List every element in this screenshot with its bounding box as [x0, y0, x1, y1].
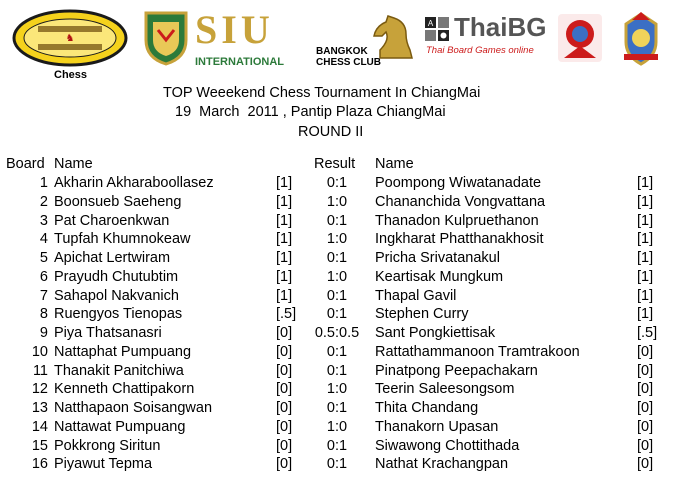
black-player-name: Stephen Curry: [375, 306, 469, 323]
white-player-name: Prayudh Chutubtim: [54, 268, 179, 285]
white-player-score: [0]: [276, 381, 293, 398]
board-number: 3: [39, 212, 48, 229]
chess-label: Chess: [54, 69, 88, 81]
white-player-name: Sahapol Nakvanich: [54, 287, 179, 304]
black-player-score: [0]: [637, 456, 654, 473]
black-player-name: Pinatpong Peepachakarn: [375, 362, 538, 379]
board-number: 13: [31, 400, 48, 416]
white-player-score: [0]: [276, 418, 293, 435]
board-number: 11: [32, 362, 48, 379]
game-result: 0:1: [326, 287, 348, 304]
board-number: 7: [39, 287, 48, 304]
white-player-name: Nattawat Pumpuang: [54, 418, 186, 435]
name-left-header: Name: [54, 156, 93, 172]
black-player-score: [1]: [637, 268, 654, 285]
white-player-score: [0]: [276, 456, 293, 473]
black-player-name: Ingkharat Phatthanakhosit: [375, 231, 544, 248]
board-number: 10: [31, 343, 48, 360]
game-result: 1:0: [326, 268, 348, 285]
white-player-name: Boonsueb Saeheng: [54, 193, 182, 210]
bangkok-text: BANGKOK: [316, 46, 368, 57]
white-player-score: [1]: [276, 193, 293, 210]
tournament-date: 19 March 2011 , Pantip Plaza ChiangMai: [175, 104, 446, 120]
tournament-title: TOP Weeekend Chess Tournament In ChiangMai: [163, 85, 481, 101]
white-player-score: [.5]: [276, 306, 297, 323]
white-player-name: Piya Thatsanasri: [54, 325, 162, 341]
white-player-name: Pat Charoenkwan: [54, 212, 170, 229]
white-player-name: Nattaphat Pumpuang: [54, 343, 192, 360]
board-number: 1: [39, 175, 48, 191]
seal-emblem-logo: [618, 12, 664, 66]
black-player-score: [0]: [637, 362, 654, 379]
game-result: 1:0: [326, 231, 348, 248]
black-player-score: [1]: [637, 193, 654, 210]
game-result: 1:0: [326, 193, 348, 210]
board-games-icon: [424, 16, 450, 42]
game-result: 0:1: [326, 362, 348, 379]
game-result: 1:0: [326, 381, 348, 398]
siu-wordmark: [195, 7, 305, 70]
white-player-score: [1]: [276, 250, 293, 266]
knight-icon: [362, 14, 422, 60]
black-player-score: [1]: [637, 231, 654, 248]
siu-text: SIU: [195, 7, 274, 52]
white-player-score: [0]: [276, 400, 293, 416]
siu-international: INTERNATIONAL: [195, 56, 285, 68]
black-player-score: [1]: [637, 287, 654, 304]
game-result: 0:1: [326, 400, 348, 416]
result-header: Result: [314, 156, 356, 172]
black-player-name: Thanadon Kulpruethanon: [375, 212, 539, 229]
board-header: Board: [6, 156, 45, 172]
game-result: 0:1: [326, 175, 348, 191]
white-player-name: Thanakit Panitchiwa: [54, 362, 184, 379]
black-player-score: [0]: [637, 381, 654, 398]
white-player-name: Pokkrong Siritun: [54, 437, 161, 454]
round-title: ROUND II: [298, 124, 364, 140]
black-player-name: Teerin Saleesongsom: [375, 381, 515, 398]
white-player-score: [1]: [276, 287, 293, 304]
white-player-score: [0]: [276, 325, 293, 341]
board-number: 5: [39, 250, 48, 266]
siu-shield-logo: [143, 10, 189, 66]
black-player-score: [1]: [637, 250, 654, 266]
black-player-name: Chananchida Vongvattana: [375, 193, 546, 210]
white-player-name: Natthapaon Soisangwan: [54, 400, 213, 416]
board-number: 8: [39, 306, 48, 323]
black-player-name: Thapal Gavil: [375, 287, 457, 304]
chess-association-emblem-icon: [10, 8, 130, 68]
black-player-score: [1]: [637, 306, 654, 323]
logo-strip: [0, 0, 700, 82]
name-right-header: Name: [375, 156, 414, 172]
game-result: 0:1: [326, 306, 348, 323]
seal-icon: [618, 12, 664, 66]
black-player-score: [0]: [637, 343, 654, 360]
black-player-name: Thanakorn Upasan: [375, 418, 499, 435]
black-player-score: [0]: [637, 400, 654, 416]
board-number: 14: [31, 418, 48, 435]
black-player-name: Keartisak Mungkum: [375, 268, 504, 285]
black-player-name: Rattathammanoon Tramtrakoon: [375, 343, 580, 360]
black-player-name: Poompong Wiwatanadate: [375, 175, 542, 191]
game-result: 0.5:0.5: [314, 325, 360, 341]
board-number: 9: [39, 325, 48, 341]
emblem-icon: [556, 12, 604, 64]
white-player-name: Ruengyos Tienopas: [54, 306, 183, 323]
game-result: 1:0: [326, 418, 348, 435]
white-player-score: [0]: [276, 343, 293, 360]
red-emblem-logo: [556, 12, 604, 64]
black-player-name: Pricha Srivatanakul: [375, 250, 500, 266]
board-number: 6: [39, 268, 48, 285]
board-number: 15: [31, 437, 48, 454]
black-player-score: [1]: [637, 175, 654, 191]
game-result: 0:1: [326, 437, 348, 454]
white-player-score: [0]: [276, 437, 293, 454]
game-result: 0:1: [326, 250, 348, 266]
board-number: 2: [39, 193, 48, 210]
bangkok-chess-club-logo: [314, 14, 424, 70]
svg-text:A: A: [427, 19, 434, 28]
black-player-name: Nathat Krachangpan: [375, 456, 509, 473]
black-player-name: Sant Pongkiettisak: [375, 325, 496, 341]
white-player-name: Akharin Akharaboollasez: [54, 175, 214, 191]
thaibg-name: ThaiBG: [454, 12, 547, 42]
black-player-score: [1]: [637, 212, 654, 229]
game-result: 0:1: [326, 456, 348, 473]
white-player-score: [1]: [276, 231, 293, 248]
white-player-score: [0]: [276, 362, 293, 379]
white-player-score: [1]: [276, 175, 293, 191]
thaibg-logo: [424, 12, 554, 62]
white-player-name: Kenneth Chattipakorn: [54, 381, 195, 398]
board-number: 12: [31, 381, 48, 398]
black-player-score: [.5]: [637, 325, 658, 341]
black-player-name: Thita Chandang: [375, 400, 479, 416]
svg-text:♞: ♞: [65, 33, 75, 44]
chess-association-logo: [10, 8, 130, 86]
white-player-name: Piyawut Tepma: [54, 456, 153, 473]
black-player-score: [0]: [637, 418, 654, 435]
white-player-name: Tupfah Khumnokeaw: [54, 231, 191, 248]
black-player-name: Siwawong Chottithada: [375, 437, 520, 454]
white-player-name: Apichat Lertwiram: [54, 250, 171, 266]
black-player-score: [0]: [637, 437, 654, 454]
university-shield-icon: [143, 10, 189, 66]
white-player-score: [1]: [276, 212, 293, 229]
white-player-score: [1]: [276, 268, 293, 285]
chess-club-text: CHESS CLUB: [316, 57, 382, 68]
game-result: 0:1: [326, 212, 348, 229]
board-number: 4: [39, 231, 48, 248]
thaibg-tagline: Thai Board Games online: [426, 45, 534, 56]
board-number: 16: [31, 456, 48, 473]
game-result: 0:1: [326, 343, 348, 360]
